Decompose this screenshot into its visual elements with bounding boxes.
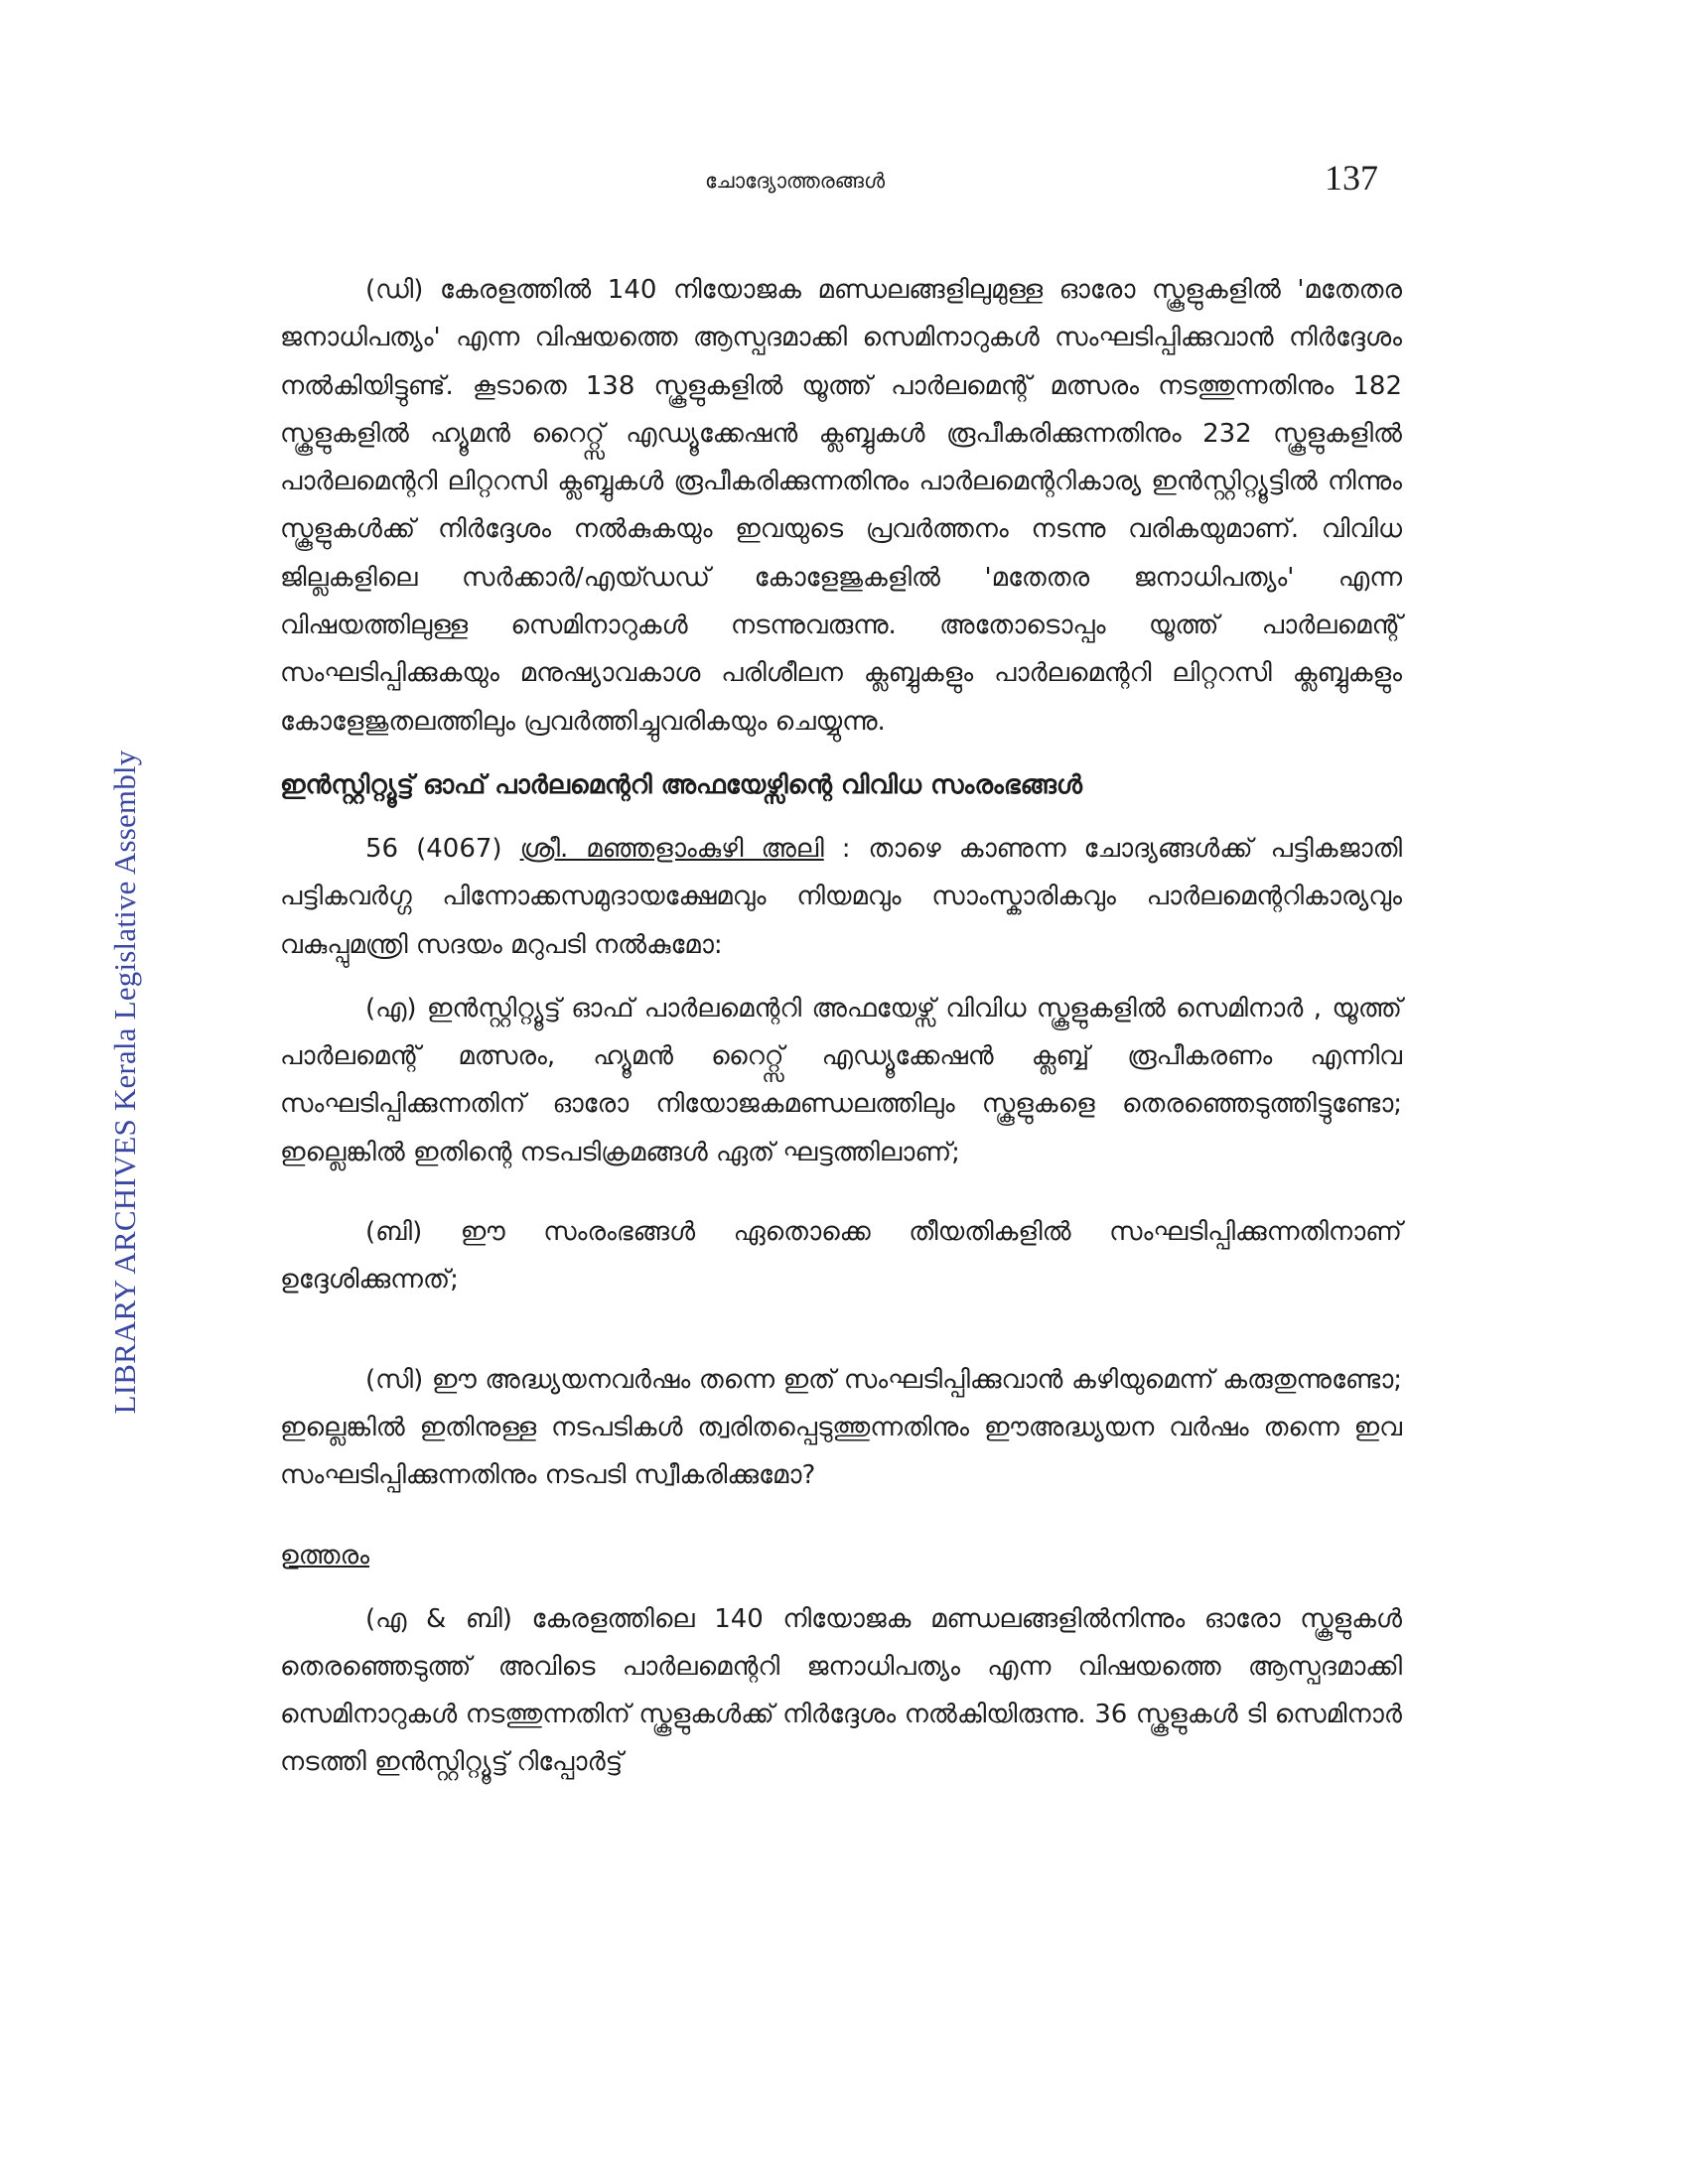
member-name: ശ്രീ. മഞ്ഞളാംകുഴി അലി: [519, 833, 824, 864]
answer-paragraph-ab: (എ & ബി) കേരളത്തിലെ 140 നിയോജക മണ്ഡലങ്ങളിൽനിന്നും ഓരോ സ്കൂളുകൾ തെരഞ്ഞെടുത്ത് അവിടെ പാർലമെന്ററി ജനാധിപത്യം എന്ന വിഷയത്തെ ആസ്പദമാക്കി സെമിനാറുകൾ നടത്തുന്നതിന് സ്കൂളുകൾക്ക് നിർദ്ദേശം നൽകിയിരുന്നു. 36 സ്കൂളുകൾ ടി സെമിനാർ നടത്തി ഇൻസ്റ്റിറ്റ്യൂട്ട് റിപ്പോർട്ട്: [280, 1603, 1402, 1778]
running-title: ചോദ്യോത്തരങ്ങൾ: [705, 169, 886, 193]
running-header: [0, 158, 1688, 205]
page-number: 137: [1325, 158, 1378, 198]
answer-heading: ഉത്തരം: [280, 1540, 369, 1570]
question-part-b: (ബി) ഈ സംരംഭങ്ങൾ ഏതൊക്കെ തീയതികളിൽ സംഘടിപ്പിക്കുന്നതിനാണ് ഉദ്ദേശിക്കുന്നത്;: [280, 1217, 1402, 1296]
question-part-c: (സി) ഈ അദ്ധ്യയനവർഷം തന്നെ ഇത് സംഘടിപ്പിക്കുവാൻ കഴിയുമെന്ന് കരുതുന്നുണ്ടോ; ഇല്ലെങ്കിൽ ഇതിനുള്ള നടപടികൾ ത്വരിതപ്പെടുത്തുന്നതിനും ഈഅദ്ധ്യയന വർഷം തന്നെ ഇവ സംഘടിപ്പിക്കുന്നതിനും നടപടി സ്വീകരിക്കുമോ?: [280, 1364, 1402, 1491]
question-intro-text: : താഴെ കാണുന്ന ചോദ്യങ്ങൾക്ക് പട്ടികജാതി പട്ടികവർഗ്ഗ പിന്നോക്കസമുദായക്ഷേമവും നിയമവും സാംസ്കാരികവും പാർലമെന്ററികാര്യവും വകുപ്പുമന്ത്രി സദയം മറുപടി നൽകുമോ:: [280, 833, 1402, 960]
archive-watermark: LIBRARY ARCHIVES Kerala Legislative Assembly: [107, 750, 142, 1415]
section-heading: ഇൻസ്റ്റിറ്റ്യൂട്ട് ഓഫ് പാർലമെന്ററി അഫയേഴ്സിന്റെ വിവിധ സംരംഭങ്ങൾ: [280, 769, 1082, 800]
question-intro: [280, 825, 1402, 969]
question-number: 56 (4067): [365, 833, 502, 864]
question-part-a: (എ) ഇൻസ്റ്റിറ്റ്യൂട്ട് ഓഫ് പാർലമെന്ററി അഫയേഴ്സ് വിവിധ സ്കൂളുകളിൽ സെമിനാർ , യൂത്ത് പാർലമെന്റ് മത്സരം, ഹ്യൂമൻ റൈറ്റ്സ് എഡ്യൂക്കേഷൻ ക്ലബ്ബ് രൂപീകരണം എന്നിവ സംഘടിപ്പിക്കുന്നതിന് ഓരോ നിയോജകമണ്ഡലത്തിലും സ്കൂളുകളെ തെരഞ്ഞെടുത്തിട്ടുണ്ടോ; ഇല്ലെങ്കിൽ ഇതിന്റെ നടപടിക്രമങ്ങൾ ഏത് ഘട്ടത്തിലാണ്;: [280, 993, 1402, 1167]
document-body: [280, 266, 1402, 1787]
answer-paragraph-d: (ഡി) കേരളത്തിൽ 140 നിയോജക മണ്ഡലങ്ങളിലുമുള്ള ഓരോ സ്കൂളുകളിൽ 'മതേതര ജനാധിപത്യം' എന്ന വിഷയത്തെ ആസ്പദമാക്കി സെമിനാറുകൾ സംഘടിപ്പിക്കുവാൻ നിർദ്ദേശം നൽകിയിട്ടുണ്ട്. കൂടാതെ 138 സ്കൂളുകളിൽ യൂത്ത് പാർലമെന്റ് മത്സരം നടത്തുന്നതിനും 182 സ്കൂളുകളിൽ ഹ്യൂമൻ റൈറ്റ്സ് എഡ്യൂക്കേഷൻ ക്ലബ്ബുകൾ രൂപീകരിക്കുന്നതിനും 232 സ്കൂളുകളിൽ പാർലമെന്ററി ലിറ്ററസി ക്ലബ്ബുകൾ രൂപീകരിക്കുന്നതിനും പാർലമെന്ററികാര്യ ഇൻസ്റ്റിറ്റ്യൂട്ടിൽ നിന്നും സ്കൂളുകൾക്ക് നിർദ്ദേശം നൽകുകയും ഇവയുടെ പ്രവർത്തനം നടന്നു വരികയുമാണ്. വിവിധ ജില്ലകളിലെ സർക്കാർ/എയ്ഡഡ് കോളേജുകളിൽ 'മതേതര ജനാധിപത്യം' എന്ന വിഷയത്തിലുള്ള സെമിനാറുകൾ നടന്നുവരുന്നു. അതോടൊപ്പം യൂത്ത് പാർലമെന്റ് സംഘടിപ്പിക്കുകയും മനുഷ്യാവകാശ പരിശീലന ക്ലബ്ബുകളും പാർലമെന്ററി ലിറ്ററസി ക്ലബ്ബുകളും കോളേജുതലത്തിലും പ്രവർത്തിച്ചുവരികയും ചെയ്യുന്നു.: [280, 275, 1402, 737]
